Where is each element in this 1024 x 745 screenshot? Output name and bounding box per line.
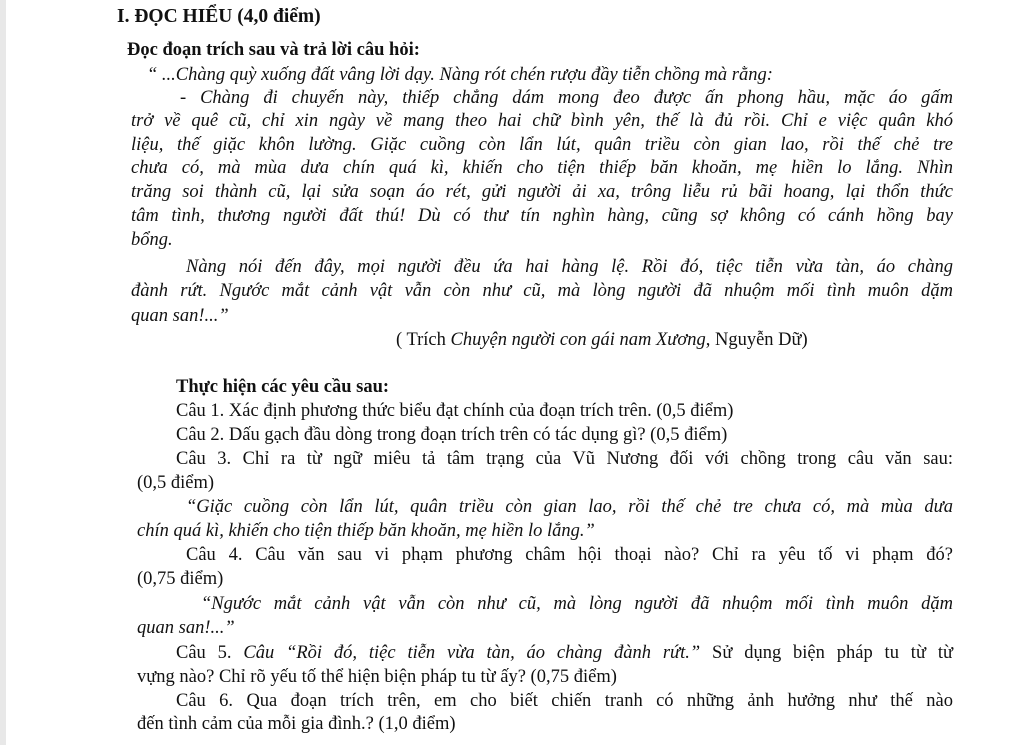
- passage-line: quan san!...”: [131, 306, 229, 326]
- passage-source: ( Trích Chuyện người con gái nam Xương, Nguyễn Dữ): [396, 330, 808, 350]
- question-1: Câu 1. Xác định phương thức biểu đạt chính của đoạn trích trên. (0,5 điểm): [176, 401, 734, 421]
- question-4-points: (0,75 điểm): [137, 569, 224, 589]
- section-heading: I. ĐỌC HIỂU (4,0 điểm): [117, 6, 321, 27]
- question-5-line2: vựng nào? Chỉ rõ yếu tố thể hiện biện pháp tu từ ấy? (0,75 điểm): [137, 667, 617, 687]
- passage-line: trở về quê cũ, chỉ xin ngày về mang theo hai chữ bình yên, thế là đủ rồi. Chỉ e việc quân khó: [131, 111, 953, 131]
- tasks-title: Thực hiện các yêu cầu sau:: [176, 377, 390, 397]
- passage-line: chưa có, mà mùa dưa chín quá kì, khiến cho tiện thiếp băn khoăn, mẹ hiền lo lắng. Nhìn: [131, 158, 953, 178]
- passage-line: đành rứt. Ngước mắt cảnh vật vẫn còn như cũ, mà lòng người đã nhuộm mối tình muôn dặm: [131, 281, 953, 301]
- question-2: Câu 2. Dấu gạch đầu dòng trong đoạn trích trên có tác dụng gì? (0,5 điểm): [176, 425, 728, 445]
- passage-line: trăng soi thành cũ, lại sửa soạn áo rét, gửi người ải xa, trông liễu rủ bãi hoang, lại thổn thức: [131, 182, 953, 202]
- passage-line: - Chàng đi chuyến này, thiếp chẳng dám mong đeo được ấn phong hầu, mặc áo gấm: [180, 88, 953, 108]
- passage-line: Nàng nói đến đây, mọi người đều ứa hai hàng lệ. Rồi đó, tiệc tiễn vừa tàn, áo chàng: [186, 257, 953, 277]
- instruction: Đọc đoạn trích sau và trả lời câu hỏi:: [127, 40, 420, 60]
- question-6: Câu 6. Qua đoạn trích trên, em cho biết chiến tranh có những ảnh hưởng như thế nào: [176, 691, 953, 711]
- question-6-line2: đến tình cảm của mỗi gia đình.? (1,0 điểm): [137, 714, 456, 734]
- question-5: Câu 5. Câu “Rồi đó, tiệc tiễn vừa tàn, áo chàng đành rứt.” Sử dụng biện pháp tu từ từ: [176, 643, 953, 663]
- passage-line: tâm tình, thương người đất thú! Dù có thư tín nghìn hàng, cũng sợ không có cánh hồng bay: [131, 206, 953, 226]
- question-3-quote: “Giặc cuồng còn lẩn lút, quân triều còn gian lao, rồi thế chẻ tre chưa có, mà mùa dưa: [186, 497, 953, 517]
- question-3: Câu 3. Chỉ ra từ ngữ miêu tả tâm trạng của Vũ Nương đối với chồng trong câu văn sau:: [176, 449, 953, 469]
- question-4-quote: quan san!...”: [137, 618, 235, 638]
- passage-line: “ ...Chàng quỳ xuống đất vâng lời dạy. Nàng rót chén rượu đầy tiễn chồng mà rằng:: [147, 65, 773, 85]
- question-4-quote: “Ngước mắt cảnh vật vẫn còn như cũ, mà lòng người đã nhuộm mối tình muôn dặm: [201, 594, 953, 614]
- passage-line: bổng.: [131, 230, 173, 250]
- page-edge: [0, 0, 6, 745]
- question-3-points: (0,5 điểm): [137, 473, 215, 493]
- question-4: Câu 4. Câu văn sau vi phạm phương châm hội thoại nào? Chỉ ra yêu tố vi phạm đó?: [186, 545, 953, 565]
- passage-line: liệu, thế giặc khôn lường. Giặc cuồng còn lẩn lút, quân triều còn gian lao, rồi thế chẻ tre: [131, 135, 953, 155]
- question-3-quote: chín quá kì, khiến cho tiện thiếp băn khoăn, mẹ hiền lo lắng.”: [137, 521, 595, 541]
